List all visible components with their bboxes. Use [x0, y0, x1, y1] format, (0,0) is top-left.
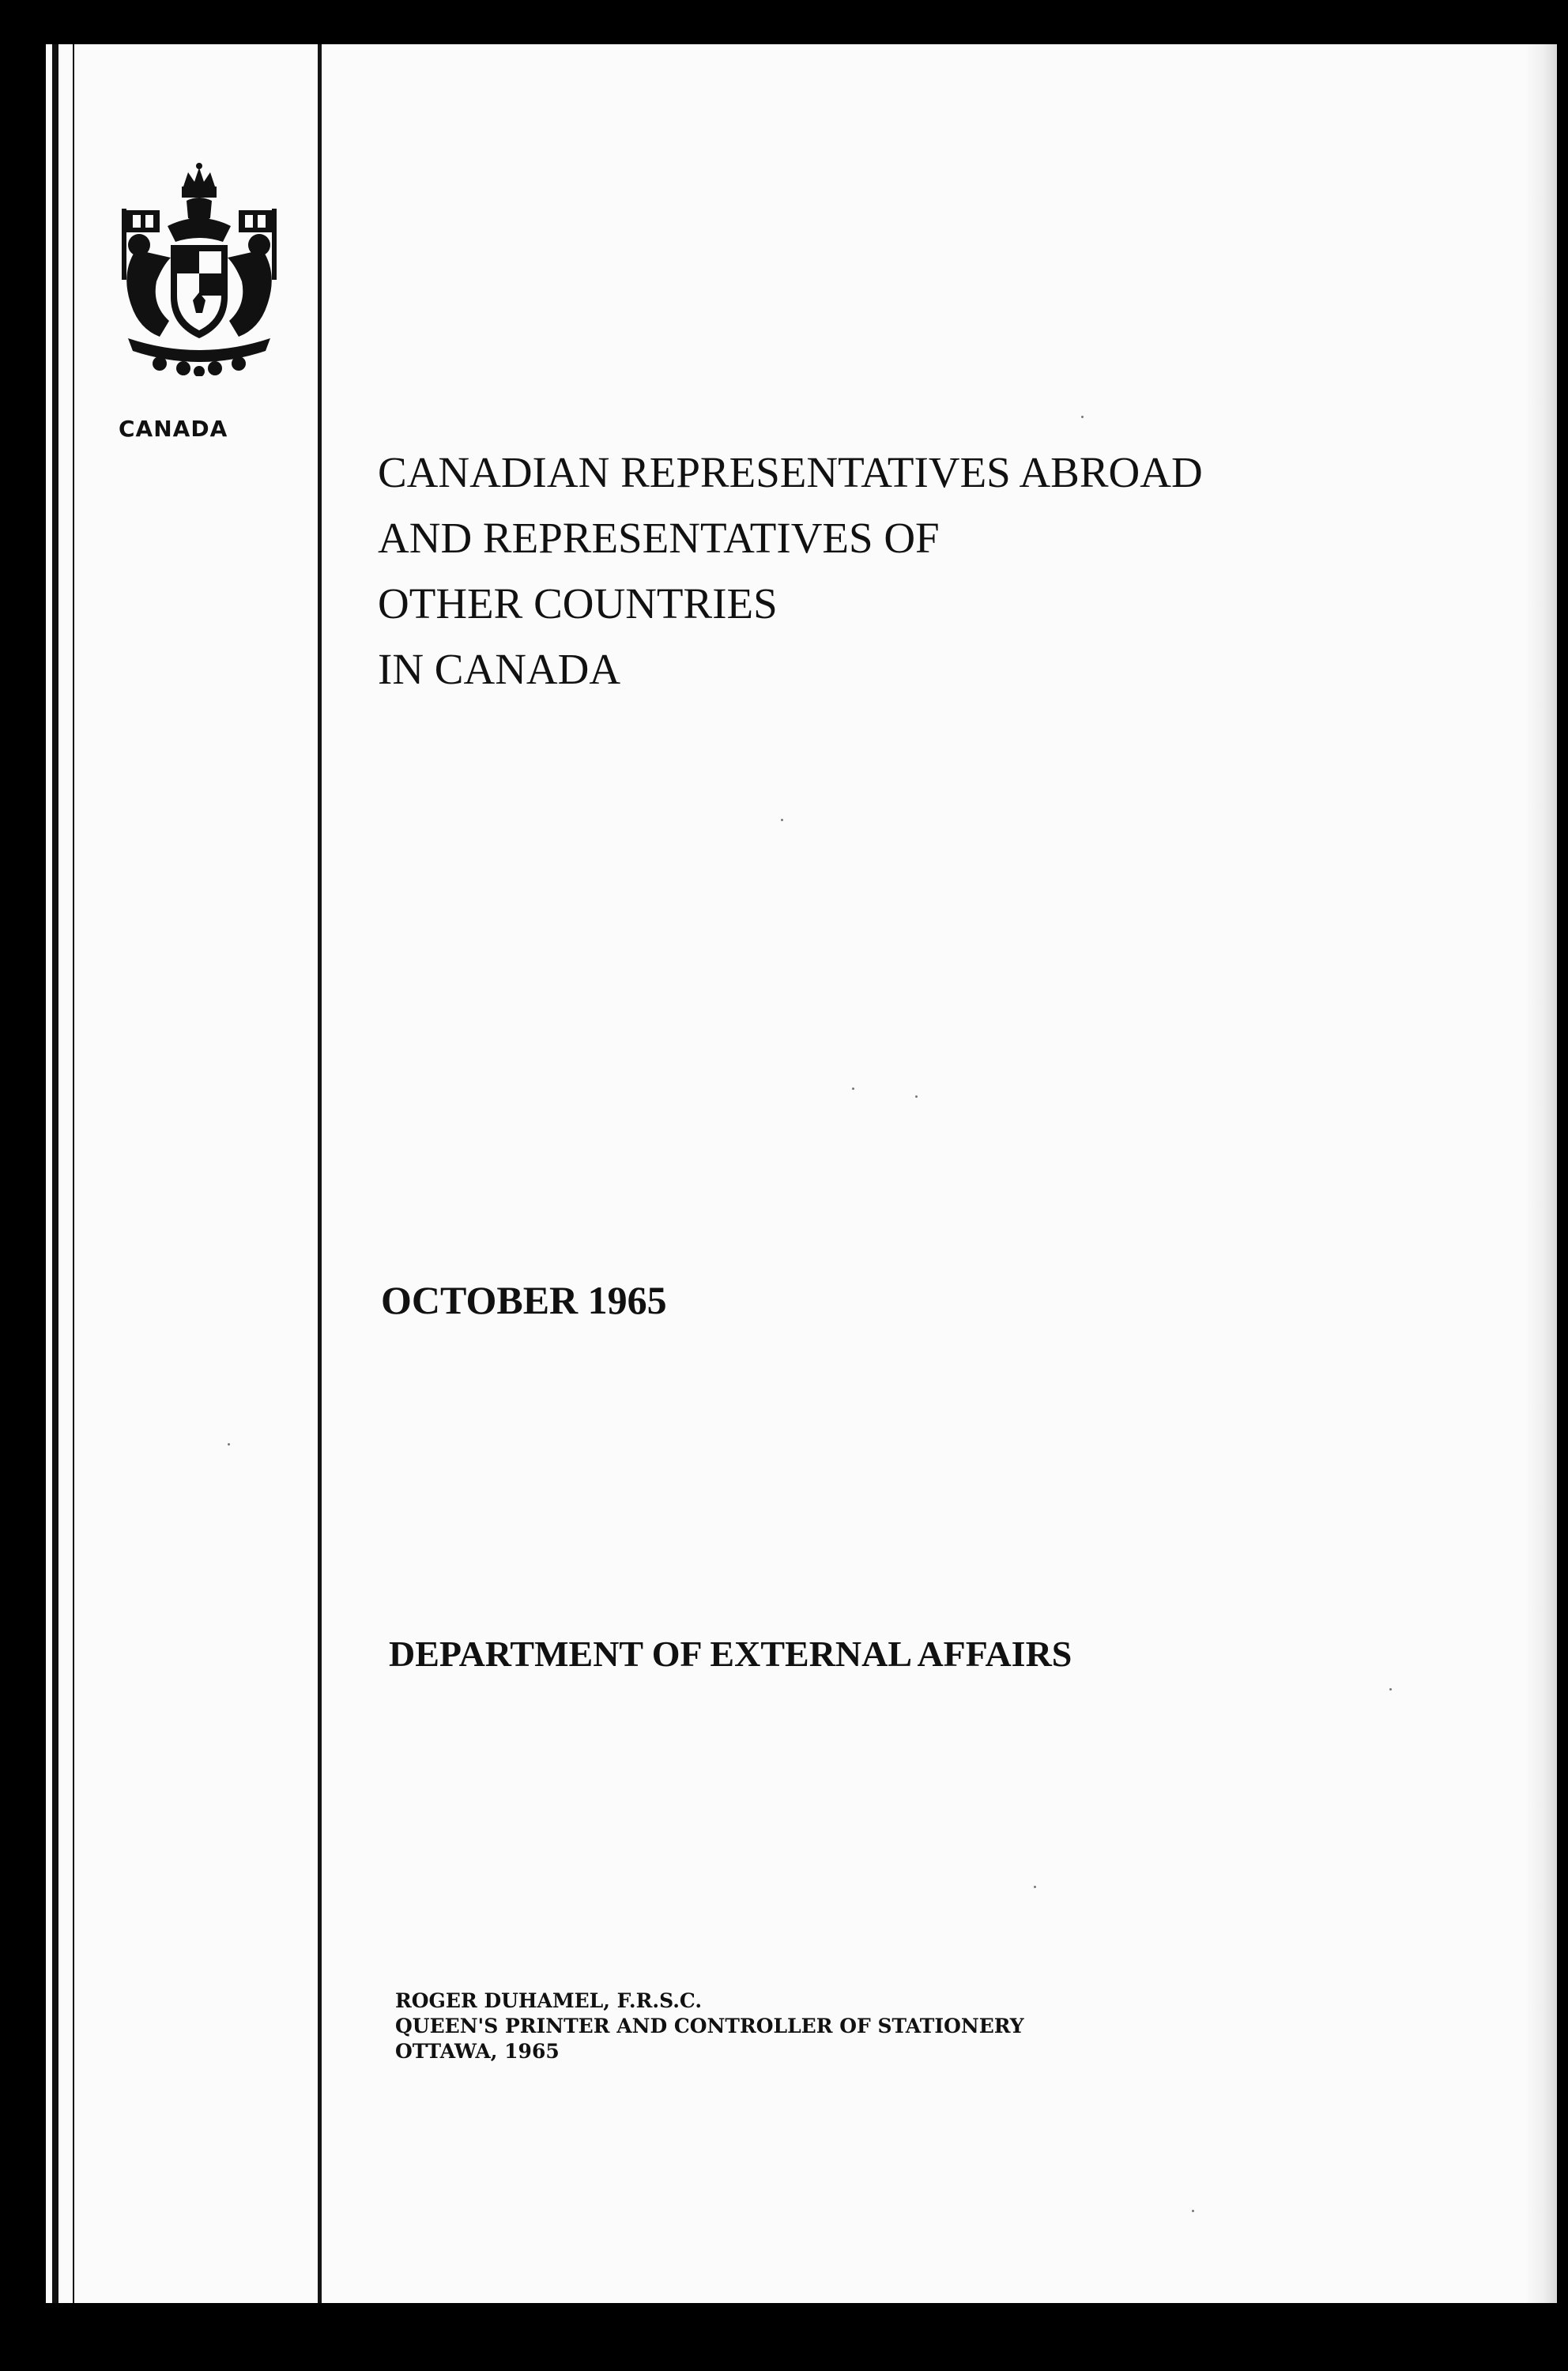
title-line: CANADIAN REPRESENTATIVES ABROAD: [378, 448, 1203, 496]
department-name: DEPARTMENT OF EXTERNAL AFFAIRS: [389, 1634, 1072, 1674]
scan-speck: [1192, 2210, 1194, 2212]
title-line: OTHER COUNTRIES: [378, 579, 778, 628]
page-edge-shadow: [1525, 44, 1557, 2303]
fold-line-divider: [318, 44, 322, 2303]
scan-speck: [1389, 1688, 1392, 1691]
printer-imprint: [395, 1988, 1024, 2064]
document-title: [378, 439, 1203, 702]
title-line: AND REPRESENTATIVES OF: [378, 514, 940, 562]
title-page: [46, 44, 1557, 2303]
imprint-line: ROGER DUHAMEL, F.R.S.C.: [395, 1989, 703, 2012]
coat-of-arms-icon: [104, 163, 294, 376]
scan-speck: [781, 819, 783, 821]
scan-speck: [1034, 1886, 1036, 1888]
imprint-line: OTTAWA, 1965: [395, 2040, 560, 2063]
publication-date: OCTOBER 1965: [381, 1278, 667, 1322]
binding-edge: [46, 44, 74, 2303]
imprint-line: QUEEN'S PRINTER AND CONTROLLER OF STATIONERY: [395, 2015, 1024, 2037]
scan-speck: [228, 1443, 230, 1446]
scan-speck: [915, 1095, 918, 1098]
emblem-label-canada: CANADA: [119, 416, 228, 442]
scan-speck: [852, 1087, 854, 1090]
title-line: IN CANADA: [378, 645, 621, 693]
scan-speck: [1081, 416, 1084, 418]
